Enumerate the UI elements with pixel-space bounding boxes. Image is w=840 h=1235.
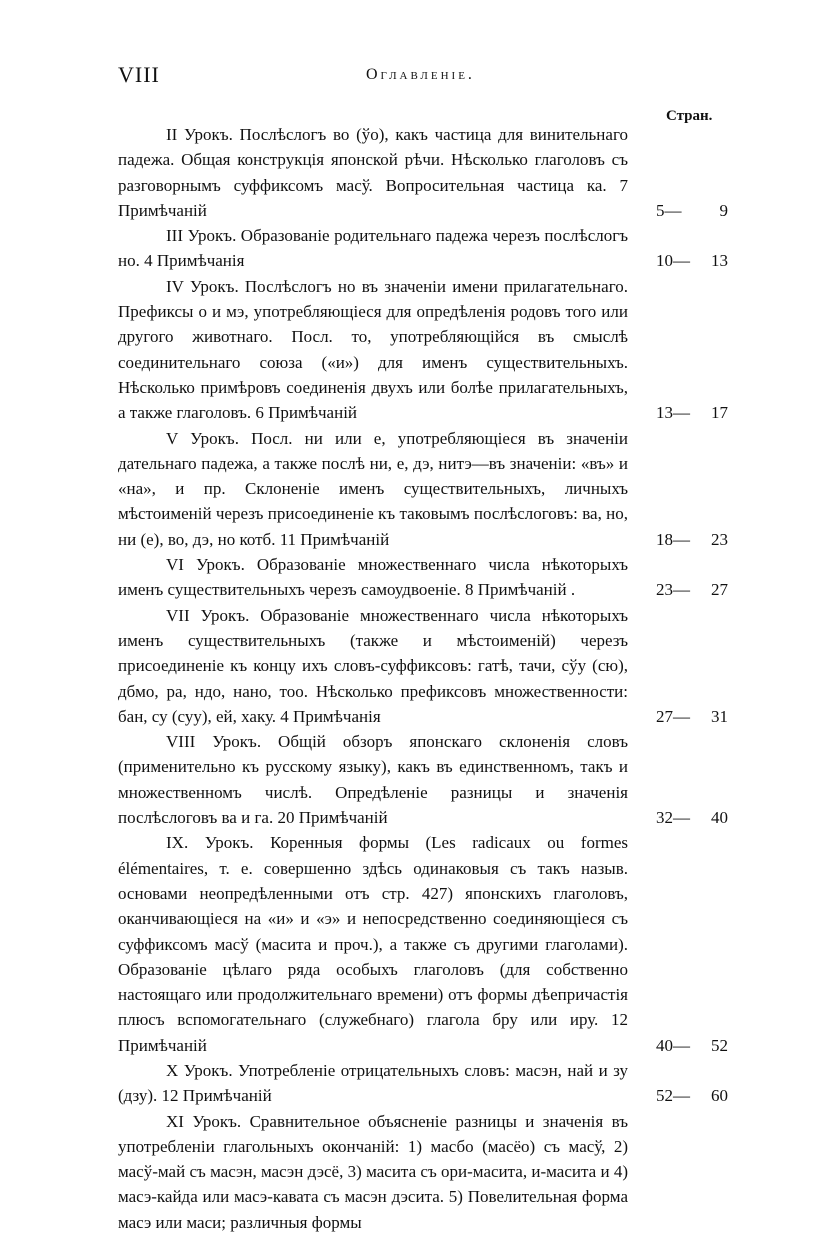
toc-entry-text: XI Урокъ. Сравнительное объясненіе разницы и значенія въ употребленіи глагольныхъ окончаній: 1) масбо (масёо) съ масў, 2) масў-май съ масэн, масэн дэсё, 3) масита съ ори-масита, и-масита и 4) масэ-кайда или масэ-кавата съ масэн дэсита. 5) Повелительная форма масэ или маси; различныя формы [118, 1111, 628, 1232]
toc-entry [118, 1109, 728, 1235]
page-range-start: 23— [656, 580, 690, 600]
page-range-end: 17 [711, 403, 728, 423]
toc-entry-text: X Урокъ. Употребленіе отрицательныхъ словъ: масэн, най и зу (дзу). 12 Примѣчаній [118, 1060, 628, 1106]
page-range-start: 5— [656, 200, 682, 220]
page-range-start: 27— [656, 706, 690, 726]
page-range-end: 13 [711, 251, 728, 271]
toc-entry-pages [656, 805, 728, 830]
toc-entry-pages [656, 704, 728, 729]
page-range-end: 27 [711, 580, 728, 600]
toc-entry-pages [656, 527, 728, 552]
table-of-contents [118, 122, 728, 1235]
toc-entry-text: V Урокъ. Посл. ни или е, употребляющіеся въ значеніи дательнаго падежа, а также послѣ ни, е, дэ, нитэ—въ значеніи: «въ» и «на», и пр. Склоненіе именъ существительныхъ, личныхъ мѣстоименій черезъ присоединеніе къ таковымъ послѣслоговъ: ва, но, ни (е), во, дэ, но котб. 11 Примѣчаній [118, 428, 628, 549]
toc-entry-text: IV Урокъ. Послѣслогъ но въ значеніи имени прилагательнаго. Префиксы о и мэ, употребляющіеся для опредѣленія родовъ того или другого животнаго. Посл. то, употребляющійся въ смыслѣ соединительнаго союза («и») для именъ существительныхъ. Нѣсколько примѣровъ соединенія двухъ или болѣе прилагательныхъ, а также глаголовъ. 6 Примѣчаній [118, 276, 628, 423]
toc-entry-pages [656, 198, 728, 223]
toc-entry-pages [656, 248, 728, 273]
toc-entry-pages [656, 577, 728, 602]
running-header-title: Оглавленіе. [366, 66, 475, 83]
toc-entry [118, 1058, 728, 1109]
toc-entry [118, 830, 728, 1058]
page-range-end: 52 [711, 1035, 728, 1055]
toc-entry [118, 122, 728, 223]
page-range-start: 32— [656, 808, 690, 828]
toc-entry [118, 729, 728, 830]
toc-entry [118, 426, 728, 552]
toc-entry-text: VI Урокъ. Образованіе множественнаго числа нѣкоторыхъ именъ существительныхъ черезъ самоудвоеніе. 8 Примѣчаній . [118, 555, 628, 600]
page-range-start: 52— [656, 1086, 690, 1106]
toc-entry-pages [656, 1083, 728, 1108]
page-range-start: 13— [656, 403, 690, 423]
page-range-end: 9 [719, 200, 728, 220]
toc-entry-text: VII Урокъ. Образованіе множественнаго числа нѣкоторыхъ именъ существительныхъ (также и мѣстоименій) черезъ присоединеніе къ концу ихъ словъ-суффиксовъ: гатѣ, тачи, сўу (сю), дбмо, ра, ндо, нано, тоо. Нѣсколько префиксовъ множественности: бан, су (суу), ей, хаку. 4 Примѣчанія [118, 605, 628, 726]
toc-entry-text: VIII Урокъ. Общій обзоръ японскаго склоненія словъ (применительно къ русскому языку), какъ въ единственномъ, такъ и множественномъ числѣ. Опредѣленіе разницы и значенія послѣслоговъ ва и га. 20 Примѣчаній [118, 732, 628, 828]
page-number: VIII [118, 62, 160, 87]
toc-entry-pages [656, 400, 728, 425]
toc-entry-text: III Урокъ. Образованіе родительнаго падежа черезъ послѣслогъ но. 4 Примѣчанія [118, 226, 628, 271]
page-range-end: 40 [711, 808, 728, 828]
page-range-end: 60 [711, 1086, 728, 1106]
toc-entry [118, 552, 728, 603]
toc-entry [118, 274, 728, 426]
page-range-start: 18— [656, 529, 690, 549]
page-range-start: 40— [656, 1035, 690, 1055]
toc-entry-text: IX. Урокъ. Коренныя формы (Les radicaux ou formes élémentaires, т. е. совершенно здѣсь одинаковыя съ такъ назыв. основами неопредѣленными отъ стр. 427) японскихъ глаголовъ, оканчивающіеся на «и» и «э» и непосредственно соединяющіеся съ суффиксомъ масў (масита и проч.), а также съ другими глаголами). Образованіе цѣлаго ряда особыхъ глаголовъ (для собственно настоящаго или продолжительнаго времени) отъ формы дѣепричастія плюсъ вспомогательнаго (служебнаго) глагола бру или иру. 12 Примѣчаній [118, 833, 628, 1055]
toc-entry [118, 223, 728, 274]
toc-entry-text: II Урокъ. Послѣслогъ во (ўо), какъ частица для винительнаго падежа. Общая конструкція японской рѣчи. Нѣсколько глаголовъ съ разговорнымъ суффиксомъ масў. Вопросительная частица ка. 7 Примѣчаній [118, 125, 628, 220]
pages-column-label: Стран. [666, 108, 713, 124]
page-range-end: 31 [711, 706, 728, 726]
page-range-end: 23 [711, 529, 728, 549]
page-range-start: 10— [656, 251, 690, 271]
toc-entry [118, 603, 728, 729]
toc-entry-pages [656, 1033, 728, 1058]
